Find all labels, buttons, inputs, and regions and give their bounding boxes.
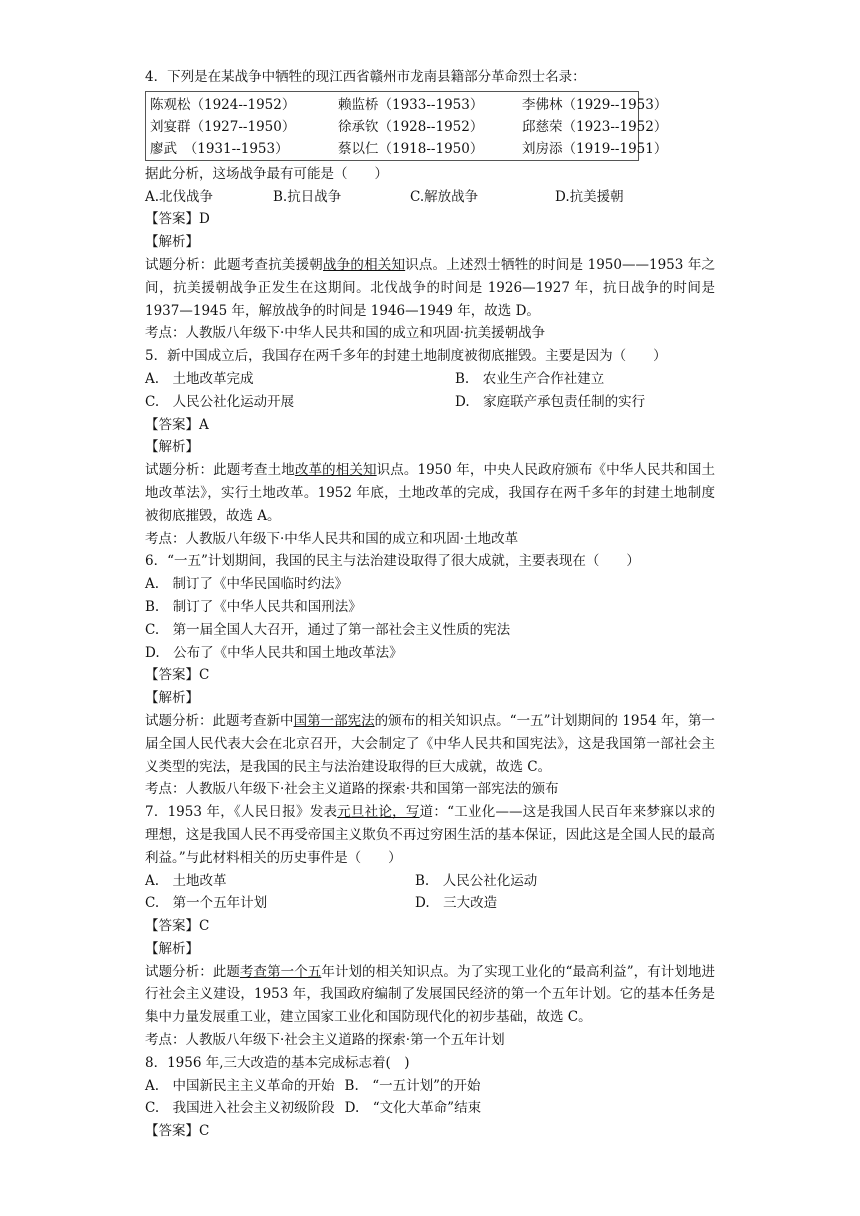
martyr-cell: 邱慈荣（1923--1952）	[522, 118, 668, 135]
q8-answer: 【答案】C	[145, 1123, 210, 1140]
martyr-cell: 徐承钦（1928--1952）	[338, 118, 484, 135]
q4-analysis-text: 试题分析：此题考查抗美援朝	[145, 256, 323, 273]
q7-option-b: B. 人民公社化运动	[415, 872, 538, 889]
q5-option-c: C. 人民公社化运动开展	[145, 393, 295, 410]
q6-analysis-label: 【解析】	[145, 690, 199, 707]
martyr-cell: 李佛林（1929--1953）	[522, 96, 668, 113]
q7-stem-text: 7．1953 年，《人民日报》发表	[145, 804, 338, 821]
q4-kaodian: 考点：人教版八年级下·中华人民共和国的成立和巩固·抗美援朝战争	[145, 325, 546, 342]
martyr-cell: 蔡以仁（1918--1950）	[338, 140, 484, 157]
q5-option-a: A. 土地改革完成	[145, 370, 254, 387]
q4-analysis-text: 识点。上述烈士牺牲的时间是 1950——1953 年之间，抗美援朝战争正发生在这期间。北伐战争的时间是 1926—1927 年，抗日战争的时间是 1937—1945 年，解放战争的时间是 1946—1949 年，故选 D。	[145, 256, 716, 319]
q7-kaodian: 考点：人教版八年级下·社会主义道路的探索·第一个五年计划	[145, 1032, 505, 1049]
martyr-table	[145, 91, 668, 161]
q5-kaodian: 考点：人教版八年级下·中华人民共和国的成立和巩固·土地改革	[145, 530, 519, 547]
q8-options-row-1	[145, 1075, 715, 1098]
q7-options-row-1	[145, 870, 715, 893]
q5-option-d: D. 家庭联产承包责任制的实行	[455, 393, 646, 410]
q7-stem-underlined: 元旦社论，写	[337, 804, 420, 821]
q8-option-c: C. 我国进入社会主义初级阶段	[145, 1100, 335, 1117]
martyr-table-row	[146, 138, 668, 160]
q7-option-a: A. 土地改革	[145, 872, 227, 889]
q4-analysis	[145, 254, 715, 322]
q4-option-d: D.抗美援朝	[555, 188, 624, 205]
q5-option-b: B. 农业生产合作社建立	[455, 370, 605, 387]
q8-option-b: B. “一五计划”的开始	[344, 1077, 481, 1094]
q7-options-row-2	[145, 892, 715, 915]
q5-analysis-text: 识点。1950 年，中央人民政府颁布《中华人民共和国土地改革法》，实行土地改革。1952 年底，土地改革的完成，我国存在两千多年的封建土地制度被彻底摧毁，故选 A。	[145, 462, 716, 524]
q7-analysis-text: 年计划的相关知识点。为了实现工业化的“最高利益”，有计划地进行社会主义建设，1953 年，我国政府编制了发展国民经济的第一个五年计划。它的基本任务是集中力量发展重工业，建立国家工业化和国防现代化的初步基础，故选 C。	[145, 963, 716, 1026]
q7-analysis-text: 试题分析：此题	[145, 963, 240, 980]
martyr-cell: 刘宴群（1927--1950）	[150, 118, 296, 135]
q4-answer: 【答案】D	[145, 211, 210, 228]
q6-option-d: D. 公布了《中华人民共和国土地改革法》	[145, 644, 403, 661]
q6-option-c: C. 第一届全国人大召开，通过了第一部社会主义性质的宪法	[145, 621, 511, 638]
q7-option-c: C. 第一个五年计划	[145, 895, 268, 912]
q7-stem	[145, 801, 715, 869]
martyr-table-row	[146, 116, 668, 138]
q8-option-d: D. “文化大革命”结束	[344, 1100, 482, 1117]
q6-stem: 6．“一五”计划期间，我国的民主与法治建设取得了很大成就，主要表现在（ ）	[145, 553, 640, 570]
q7-analysis-label: 【解析】	[145, 940, 199, 957]
q4-stem: 4．下列是在某战争中牺牲的现江西省赣州市龙南县籍部分革命烈士名录：	[145, 69, 586, 85]
q4-option-c: C.解放战争	[410, 188, 479, 205]
q6-analysis-text: 的颁布的相关知识点。“一五”计划期间的 1954 年，第一届全国人民代表大会在北京召开，大会制定了《中华人民共和国宪法》，这是我国第一部社会主义类型的宪法，是我国的民主与法治建设取得的巨大成就，故选 C。	[145, 712, 716, 775]
q4-analysis-underlined: 战争的相关知	[323, 256, 406, 273]
q5-analysis	[145, 459, 715, 527]
q4-option-b: B.抗日战争	[273, 188, 342, 205]
q5-stem: 5．新中国成立后，我国存在两千多年的封建土地制度被彻底摧毁。主要是因为（ ）	[145, 348, 667, 365]
q6-analysis-underlined: 国第一部宪法	[293, 712, 375, 729]
q7-option-d: D. 三大改造	[415, 895, 498, 912]
q4-question: 据此分析，这场战争最有可能是（ ）	[145, 165, 388, 182]
martyr-cell: 廖武 （1931--1953）	[150, 140, 289, 157]
q7-analysis	[145, 961, 715, 1029]
q6-analysis-text: 试题分析：此题考查新中	[145, 712, 294, 729]
q6-analysis	[145, 710, 715, 778]
martyr-cell: 刘房添（1919--1951）	[522, 140, 668, 157]
q5-options-row-2	[145, 391, 715, 414]
q8-options-row-2	[145, 1097, 715, 1120]
martyr-table-row	[146, 94, 668, 116]
q8-stem: 8．1956 年,三大改造的基本完成标志着( )	[145, 1054, 410, 1071]
document-page	[145, 66, 715, 1143]
martyr-cell: 陈观松（1924--1952）	[150, 96, 296, 113]
q5-answer: 【答案】A	[145, 416, 209, 433]
q4-analysis-label: 【解析】	[145, 234, 199, 251]
martyr-cell: 赖监桥（1933--1953）	[338, 96, 484, 113]
q6-answer: 【答案】C	[145, 667, 210, 684]
q7-stem-text: 道：“工业化——这是我国人民百年来梦寐以求的理想，这是我国人民不再受帝国主义欺负不再过穷困生活的基本保证，因此这是全国人民的最高利益。”与此材料相关的历史事件是（ ）	[145, 804, 715, 866]
q5-analysis-underlined: 改革的相关知	[294, 462, 377, 479]
q5-options-row-1	[145, 368, 715, 391]
q7-analysis-underlined: 考查第一个五	[239, 963, 322, 980]
q5-analysis-text: 试题分析：此题考查土地	[145, 462, 295, 479]
q5-analysis-label: 【解析】	[145, 439, 199, 456]
q6-option-a: A. 制订了《中华民国临时约法》	[145, 576, 349, 593]
q4-options	[145, 186, 715, 209]
q8-option-a: A. 中国新民主主义革命的开始	[145, 1077, 335, 1094]
q7-answer: 【答案】C	[145, 918, 210, 935]
q6-option-b: B. 制订了《中华人民共和国刑法》	[145, 598, 362, 615]
q4-option-a: A.北伐战争	[145, 188, 214, 205]
q6-kaodian: 考点：人教版八年级下·社会主义道路的探索·共和国第一部宪法的颁布	[145, 781, 559, 798]
